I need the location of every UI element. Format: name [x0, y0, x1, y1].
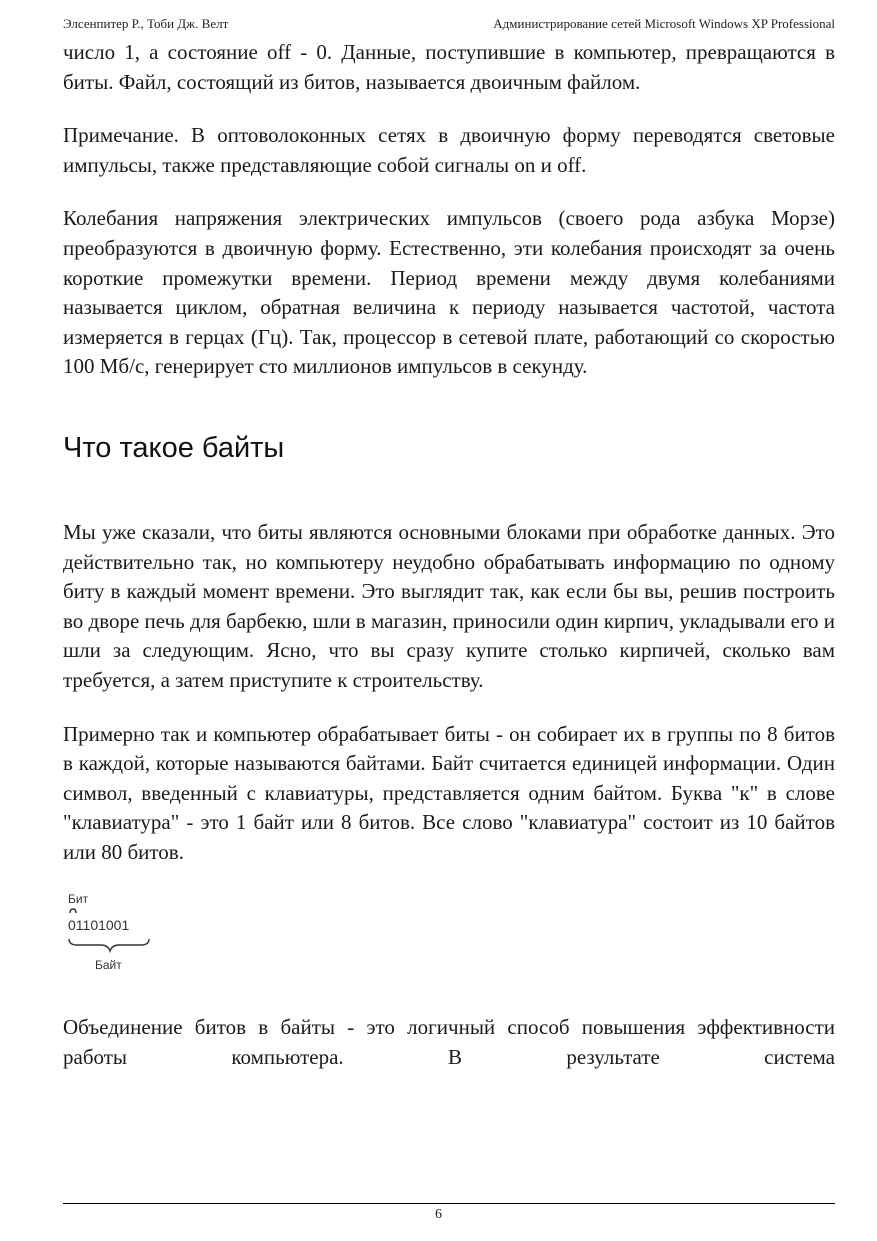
paragraph-bytes-intro: Мы уже сказали, что биты являются основными блоками при обработке данных. Это действительно так, но компьютеру неудобно обрабатывать информацию по одному биту в каждый момент времени. Это выглядит так, как если бы вы, решив построить во дворе печь для барбекю, шли в магазин, приносили один кирпич, укладывали его и шли за следующим. Ясно, что вы сразу купите столько кирпичей, сколько вам требуется, а затем приступите к строительству. — [63, 519, 836, 692]
paragraph-bytes-efficiency — [63, 1013, 835, 1072]
page-number: 6 — [435, 1207, 442, 1222]
footer-rule — [63, 1203, 835, 1204]
bit-byte-diagram — [63, 887, 163, 987]
header-book-title: Администрирование сетей Microsoft Windows XP Professional — [493, 16, 835, 31]
paragraph-bits-intro: число 1, а состояние off - 0. Данные, поступившие в компьютер, превращаются в биты. Файл, состоящий из битов, называется двоичным файлом. — [63, 40, 835, 94]
paragraph-bytes-grouping: Примерно так и компьютер обрабатывает биты - он собирает их в группы по 8 битов в каждой, которые называются байтами. Байт считается единицей информации. Один символ, введенный с клавиатуры, представляется одним байтом. Буква "к" в слове "клавиатура" - это 1 байт или 8 битов. Все слово "клавиатура" состоит из 10 байтов или 80 битов. — [63, 721, 835, 864]
figure-byte-label: Байт — [95, 958, 122, 973]
header-authors: Элсенпитер Р., Тоби Дж. Велт — [63, 16, 229, 31]
figure-bit-label: Бит — [68, 892, 89, 907]
page-content — [63, 38, 835, 1073]
paragraph-voltage: Колебания напряжения электрических импульсов (своего рода азбука Морзе) преобразуются в двоичную форму. Естественно, эти колебания происходят за очень короткие промежутки времени. Период времени между двумя колебаниями называется циклом, обратная величина к периоду называется частотой, частота измеряется в герцах (Гц). Так, процессор в сетевой плате, работающий со скоростью 100 Мб/с, генерирует сто миллионов импульсов в секунду. — [63, 206, 835, 379]
section-heading: Что такое байты — [63, 431, 285, 464]
bit-brace — [70, 909, 76, 913]
bit-byte-figure — [63, 887, 163, 987]
figure-bits: 01101001 — [68, 917, 130, 934]
paragraph-note: Примечание. В оптоволоконных сетях в двоичную форму переводятся световые импульсы, также представляющие собой сигналы on и off. — [63, 123, 835, 177]
byte-brace — [69, 939, 149, 951]
page-header — [63, 16, 835, 32]
paragraph-bytes-efficiency-text: Объединение битов в байты - это логичный способ повышения эффективности работы компьютера. В результате система — [63, 1015, 835, 1070]
